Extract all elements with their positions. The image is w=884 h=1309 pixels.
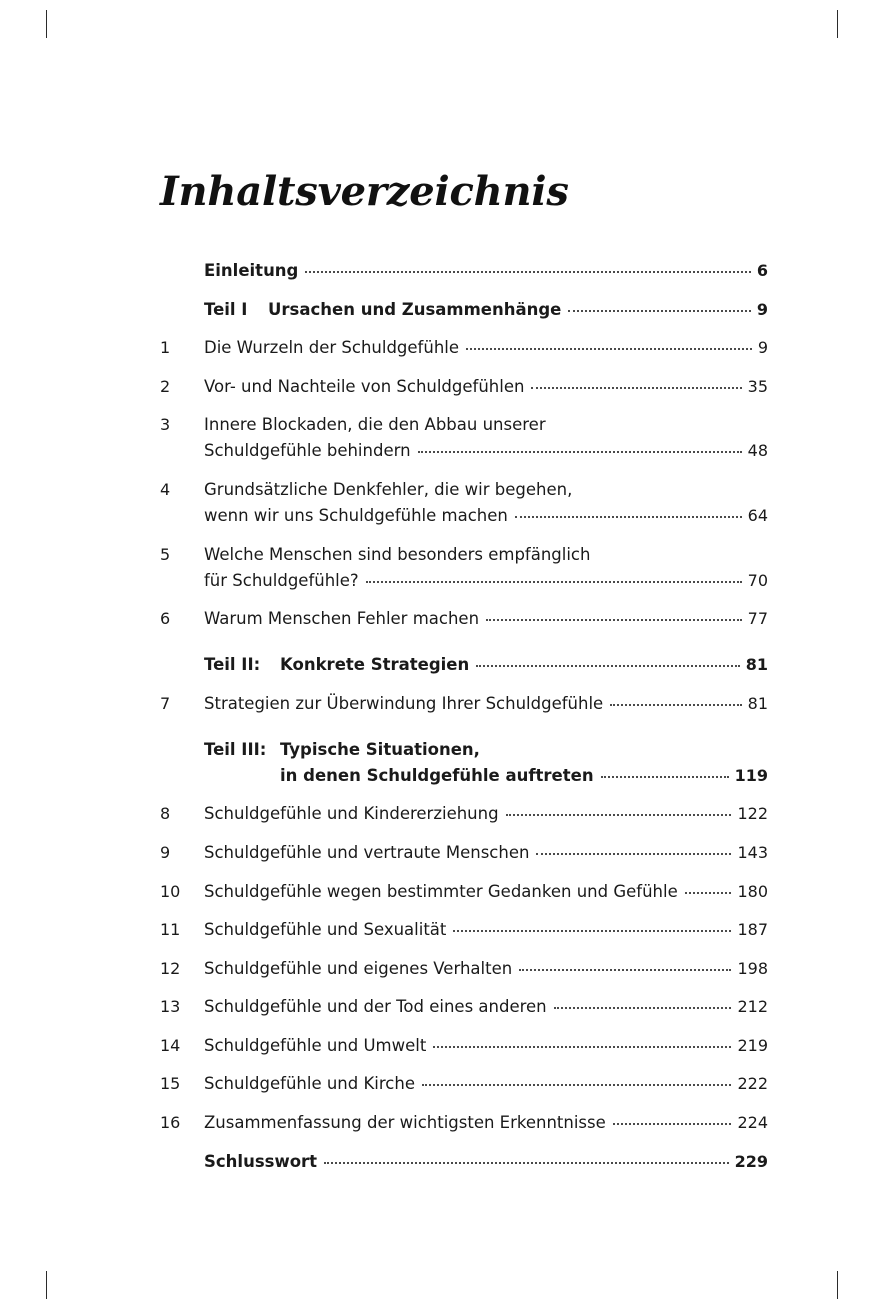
toc-entry-title: für Schuldgefühle? — [204, 570, 359, 590]
toc-entry-number: 12 — [160, 958, 181, 978]
toc-page-number: 64 — [747, 505, 768, 525]
toc-entry[interactable] — [160, 258, 768, 284]
toc-entry[interactable] — [160, 1033, 768, 1059]
toc-entry-number: 2 — [160, 376, 171, 396]
toc-entry[interactable] — [160, 335, 768, 361]
toc-page-number: 219 — [737, 1035, 768, 1055]
toc-page-number: 9 — [756, 299, 768, 319]
toc-entry-label-wrap — [204, 606, 768, 632]
toc-entry-line — [204, 374, 768, 400]
toc-page-number: 70 — [747, 570, 768, 590]
crop-mark-bottom-right — [837, 1271, 838, 1299]
toc-entry-title: wenn wir uns Schuldgefühle machen — [204, 505, 508, 525]
toc-entry-line — [204, 412, 768, 438]
dot-leader — [366, 580, 742, 583]
toc-entry-title: Konkrete Strategien — [280, 655, 470, 675]
toc-entry-title: Schlusswort — [204, 1151, 318, 1171]
dot-leader — [433, 1045, 731, 1048]
toc-entry-label-wrap — [204, 1033, 768, 1059]
dot-leader — [613, 1122, 732, 1125]
dot-leader — [466, 347, 752, 350]
toc-page-number: 35 — [747, 376, 768, 396]
toc-entry[interactable] — [160, 1071, 768, 1097]
toc-entry-title: Einleitung — [204, 261, 299, 280]
dot-leader — [305, 270, 750, 273]
dot-leader — [568, 309, 750, 312]
toc-entry-number: 16 — [160, 1112, 181, 1132]
toc-entry-line — [204, 801, 768, 827]
toc-entry-number: 13 — [160, 997, 181, 1017]
toc-entry[interactable] — [204, 737, 768, 789]
toc-entry-label-wrap — [204, 801, 768, 827]
toc-page-number: 6 — [756, 261, 768, 280]
toc-entry-label-wrap — [204, 477, 768, 529]
toc-entry-label-wrap — [204, 956, 768, 982]
toc-entry-line — [204, 691, 768, 717]
dot-leader — [519, 968, 731, 971]
toc-entry-label-wrap — [204, 1149, 768, 1175]
toc-entry[interactable] — [160, 956, 768, 982]
toc-entry-label-wrap — [204, 297, 768, 323]
toc-entry-title: Ursachen und Zusammenhänge — [268, 299, 562, 319]
toc-entry[interactable] — [160, 477, 768, 529]
toc-entry-number: 14 — [160, 1035, 181, 1055]
toc-page-number: 222 — [737, 1074, 768, 1094]
toc-entry-number: 9 — [160, 843, 171, 862]
toc-part-tag: Teil II: — [204, 655, 261, 675]
toc-page-number: 122 — [737, 804, 768, 824]
toc-entry-line — [204, 652, 768, 678]
toc-entry[interactable] — [160, 297, 768, 323]
toc-entry-label-wrap — [204, 542, 768, 594]
toc-entry-title: Innere Blockaden, die den Abbau unserer — [204, 415, 546, 435]
toc-entry-label-wrap — [204, 1110, 768, 1136]
toc-entry[interactable] — [160, 994, 768, 1020]
toc-entry[interactable] — [160, 801, 768, 827]
toc-entry-label-wrap — [204, 994, 768, 1020]
dot-leader — [486, 618, 742, 621]
dot-leader — [506, 813, 732, 816]
toc-entry-line — [204, 956, 768, 982]
dot-leader — [554, 1006, 732, 1009]
toc-entry[interactable] — [160, 879, 768, 905]
toc-entry-label-wrap — [204, 335, 768, 361]
toc-entry-line — [204, 503, 768, 529]
toc-entry-line — [204, 737, 768, 763]
toc-entry[interactable] — [160, 917, 768, 943]
toc-entry-line — [204, 297, 768, 323]
toc-entry-number: 15 — [160, 1074, 181, 1094]
toc-entry-title: Schuldgefühle wegen bestimmter Gedanken und Gefühle — [204, 881, 678, 901]
toc-entry[interactable] — [160, 374, 768, 400]
dot-leader — [515, 515, 742, 518]
dot-leader — [418, 450, 742, 453]
toc-page-number: 187 — [737, 920, 768, 940]
toc-entry-line — [204, 1071, 768, 1097]
dot-leader — [601, 775, 729, 778]
toc-entry-line — [204, 568, 768, 594]
toc-entry-label-wrap — [204, 1071, 768, 1097]
toc-entry-title: Warum Menschen Fehler machen — [204, 609, 480, 629]
toc-entry-label-wrap — [204, 917, 768, 943]
toc-entry-title: Schuldgefühle und vertraute Menschen — [204, 843, 530, 862]
toc-page-number: 180 — [737, 881, 768, 901]
toc-entry-line — [204, 763, 768, 789]
toc-entry-number: 8 — [160, 804, 171, 824]
toc-entry[interactable] — [160, 691, 768, 717]
toc-entry-label-wrap — [204, 258, 768, 284]
toc-entry-line — [204, 542, 768, 568]
toc-entry-title: Grundsätzliche Denkfehler, die wir begehen, — [204, 479, 573, 499]
toc-entry-label-wrap — [204, 652, 768, 678]
toc-entry-label-wrap — [204, 737, 768, 789]
page-title: Inhaltsverzeichnis — [160, 168, 569, 215]
toc-entry-number: 3 — [160, 415, 171, 435]
table-of-contents — [160, 258, 768, 1187]
toc-entry-label-wrap — [204, 840, 768, 866]
toc-page-number: 229 — [734, 1151, 768, 1171]
toc-entry-title: Zusammenfassung der wichtigsten Erkenntnisse — [204, 1112, 606, 1132]
crop-mark-bottom-left — [46, 1271, 47, 1299]
toc-entry-line — [204, 994, 768, 1020]
dot-leader — [422, 1083, 731, 1086]
toc-entry-title: Typische Situationen, — [280, 739, 480, 759]
toc-entry-number: 11 — [160, 920, 181, 940]
dot-leader — [531, 386, 741, 389]
toc-entry-title: Schuldgefühle behindern — [204, 441, 411, 461]
toc-entry-title: Schuldgefühle und Umwelt — [204, 1035, 427, 1055]
toc-entry-title: Die Wurzeln der Schuldgefühle — [204, 338, 460, 358]
toc-entry[interactable] — [160, 412, 768, 464]
toc-entry[interactable] — [204, 652, 768, 678]
toc-entry-number: 5 — [160, 544, 171, 564]
toc-entry-title: Schuldgefühle und Sexualität — [204, 920, 447, 940]
toc-entry[interactable] — [160, 840, 768, 866]
toc-page-number: 48 — [747, 441, 768, 461]
toc-entry[interactable] — [160, 606, 768, 632]
toc-entry-line — [204, 917, 768, 943]
dot-leader — [453, 929, 731, 932]
toc-part-tag: Teil III: — [204, 739, 267, 759]
toc-entry-title: Vor- und Nachteile von Schuldgefühlen — [204, 376, 525, 396]
toc-entry-number: 1 — [160, 338, 171, 358]
toc-entry[interactable] — [160, 1149, 768, 1175]
toc-entry-number: 10 — [160, 881, 181, 901]
toc-entry-title: Schuldgefühle und eigenes Verhalten — [204, 958, 513, 978]
toc-entry-title: in denen Schuldgefühle auftreten — [280, 765, 594, 785]
toc-entry-line — [204, 477, 768, 503]
toc-page-number: 143 — [737, 843, 768, 862]
crop-mark-top-right — [837, 10, 838, 38]
toc-entry-line — [204, 335, 768, 361]
toc-entry-line — [204, 258, 768, 284]
toc-part-tag: Teil I — [204, 299, 248, 319]
toc-entry[interactable] — [160, 1110, 768, 1136]
toc-entry-label-wrap — [204, 374, 768, 400]
toc-page-number: 81 — [745, 655, 768, 675]
toc-entry[interactable] — [160, 542, 768, 594]
toc-page-number: 77 — [747, 609, 768, 629]
toc-entry-label-wrap — [204, 412, 768, 464]
toc-entry-line — [204, 1033, 768, 1059]
toc-entry-title: Schuldgefühle und der Tod eines anderen — [204, 997, 547, 1017]
toc-entry-line — [204, 606, 768, 632]
toc-entry-number: 6 — [160, 609, 171, 629]
toc-entry-title: Strategien zur Überwindung Ihrer Schuldgefühle — [204, 693, 604, 713]
toc-entry-number: 4 — [160, 479, 171, 499]
toc-entry-title: Schuldgefühle und Kirche — [204, 1074, 415, 1094]
toc-entry-title: Welche Menschen sind besonders empfänglich — [204, 544, 591, 564]
dot-leader — [685, 891, 732, 894]
dot-leader — [536, 852, 731, 855]
toc-page-number: 198 — [737, 958, 768, 978]
toc-entry-line — [204, 438, 768, 464]
toc-entry-line — [204, 879, 768, 905]
dot-leader — [324, 1161, 729, 1164]
toc-page-number: 224 — [737, 1112, 768, 1132]
page-content — [160, 0, 768, 1309]
toc-entry-line — [204, 840, 768, 866]
toc-page-number: 81 — [747, 693, 768, 713]
toc-page-number: 9 — [757, 338, 768, 358]
toc-entry-line — [204, 1110, 768, 1136]
toc-page-number: 212 — [737, 997, 768, 1017]
toc-entry-label-wrap — [204, 691, 768, 717]
dot-leader — [610, 703, 741, 706]
crop-mark-top-left — [46, 10, 47, 38]
toc-entry-label-wrap — [204, 879, 768, 905]
dot-leader — [476, 664, 740, 667]
toc-entry-line — [204, 1149, 768, 1175]
toc-entry-title: Schuldgefühle und Kindererziehung — [204, 804, 499, 824]
toc-page-number: 119 — [734, 765, 768, 785]
toc-entry-number: 7 — [160, 693, 171, 713]
